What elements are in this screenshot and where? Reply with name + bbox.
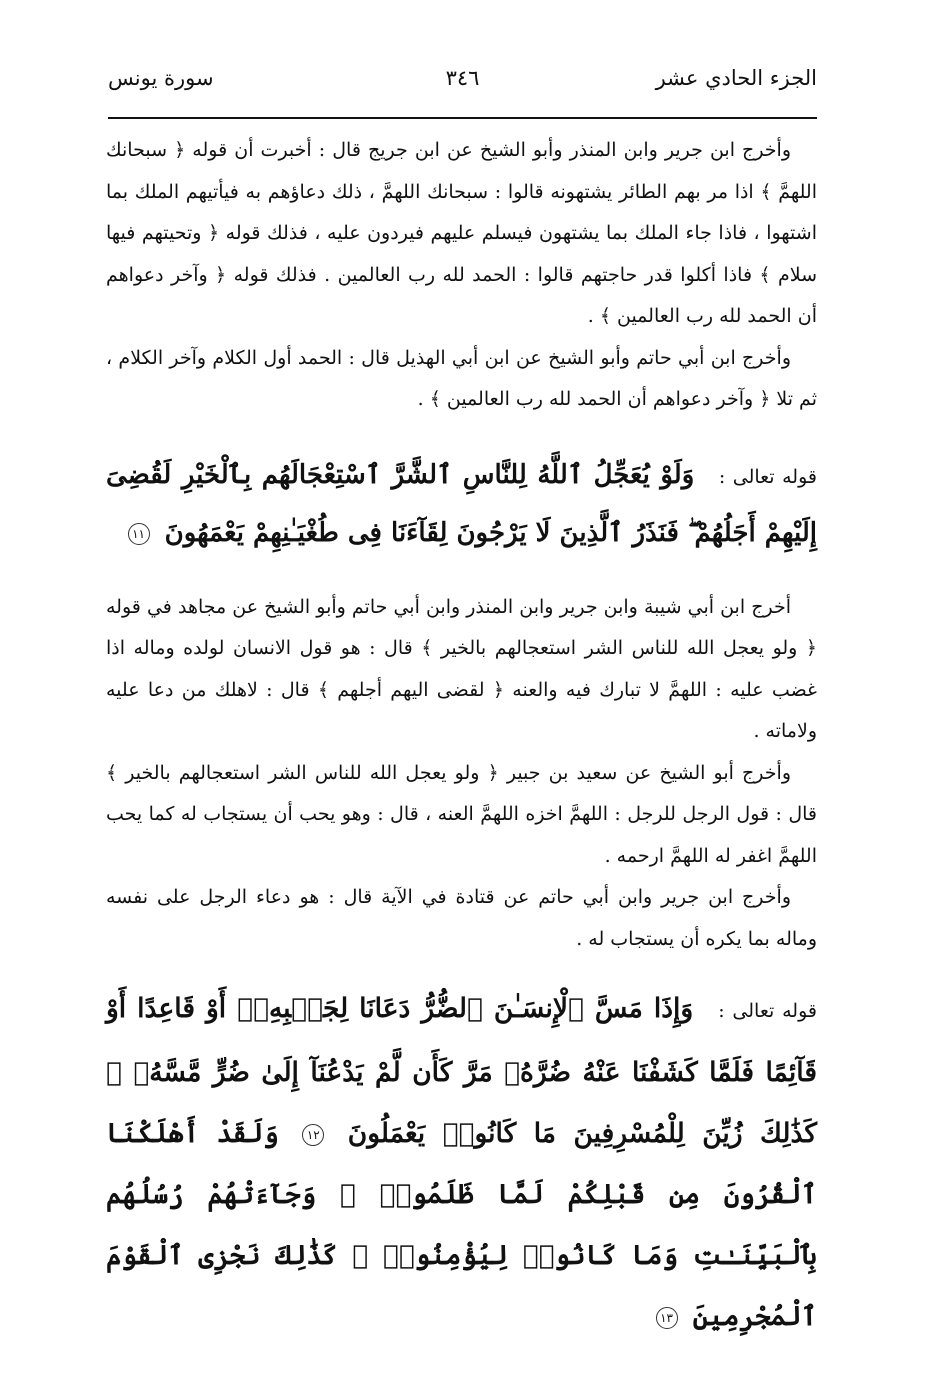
verse-label: قوله تعالى : [718, 465, 817, 488]
verse-label: قوله تعالى : [718, 1000, 817, 1022]
ayah-number: ١١ [128, 523, 150, 545]
page-header [108, 66, 817, 106]
page-body [106, 130, 817, 1373]
page-number: ٣٤٦ [445, 66, 480, 90]
surah-label: سورة يونس [108, 66, 214, 90]
paragraph: وأخرج أبو الشيخ عن سعيد بن جبير ﴿ ولو يعجل الله للناس الشر استعجالهم بالخير ﴾ قال : قول الرجل للرجل : اللهمَّ اخزه اللهمَّ العنه ، قال : وهو يحب أن يستجاب له كما يحب اللهمَّ اغفر له اللهمَّ ارحمه . [106, 761, 817, 867]
verse-text: وَلَوْ يُعَجِّلُ ٱللَّهُ لِلنَّاسِ ٱلشَّرَّ ٱسْتِعْجَالَهُم بِٱلْخَيْرِ لَقُضِىَ إِلَيْهِمْ أَجَلُهُمْ ۖ فَنَذَرُ ٱلَّذِينَ لَا يَرْجُونَ لِقَآءَنَا فِى طُغْيَـٰنِهِمْ يَعْمَهُونَ [106, 459, 817, 548]
paragraph: وأخرج ابن جرير وابن المنذر وأبو الشيخ عن ابن جريج قال : أخبرت أن قوله ﴿ سبحانك اللهمَّ ﴾ اذا مر بهم الطائر يشتهونه قالوا : سبحانك اللهمَّ ، ذلك دعاؤهم به فيأتيهم الملك بما اشتهوا ، فاذا جاء الملك بما يشتهون فيسلم عليهم فيردون عليه ، فذلك قوله ﴿ وتحيتهم فيها سلام ﴾ فاذا أكلوا قدر حاجتهم قالوا : الحمد لله رب العالمين . فذلك قوله ﴿ وآخر دعواهم أن الحمد لله رب العالمين ﴾ . [106, 139, 817, 327]
verse-text: وَإِذَا مَسَّ ٱلْإِنسَـٰنَ ٱلضُّرُّ دَعَانَا لِجَنۢبِهِۦٓ أَوْ قَاعِدًا أَوْ قَآئِمًا فَلَمَّا كَشَفْنَا عَنْهُ ضُرَّهُۥ مَرَّ كَأَن لَّمْ يَدْعُنَآ إِلَىٰ ضُرٍّ مَّسَّهُۥ ۚ كَذَٰلِكَ زُيِّنَ لِلْمُسْرِفِينَ مَا كَانُوا۟ يَعْمَلُونَ [106, 993, 817, 1149]
verse-text: وَلَقَدْ أَهْلَكْنَا ٱلْقُرُونَ مِن قَبْلِكُمْ لَمَّا ظَلَمُوا۟ ۙ وَجَآءَتْهُمْ رُسُلُهُم بِٱلْبَيِّنَـٰتِ وَمَا كَانُوا۟ لِيُؤْمِنُوا۟ ۚ كَذَٰلِكَ نَجْزِى ٱلْقَوْمَ ٱلْمُجْرِمِينَ [106, 1118, 817, 1332]
header-divider [108, 117, 817, 119]
paragraph: أخرج ابن أبي شيبة وابن جرير وابن المنذر وابن أبي حاتم وأبو الشيخ عن مجاهد في قوله ﴿ ولو يعجل الله للناس الشر استعجالهم بالخير ﴾ قال : هو قول الانسان لولده وماله اذا غضب عليه : اللهمَّ لا تبارك فيه والعنه ﴿ لقضى اليهم أجلهم ﴾ قال : لاهلك من دعا عليه ولاماته . [106, 595, 817, 742]
juz-label: الجزء الحادي عشر [655, 66, 817, 90]
paragraph: وأخرج ابن جرير وابن أبي حاتم عن قتادة في الآية قال : هو دعاء الرجل على نفسه وماله بما يكره أن يستجاب له . [106, 886, 817, 950]
ayah-number: ١٣ [656, 1307, 678, 1329]
quran-verse [106, 978, 817, 1347]
paragraph: وأخرج ابن أبي حاتم وأبو الشيخ عن ابن أبي الهذيل قال : الحمد أول الكلام وآخر الكلام ، ثم تلا ﴿ وآخر دعواهم أن الحمد لله رب العالمين ﴾ . [106, 346, 817, 410]
ayah-number: ١٢ [302, 1124, 324, 1146]
quran-verse [106, 447, 817, 561]
